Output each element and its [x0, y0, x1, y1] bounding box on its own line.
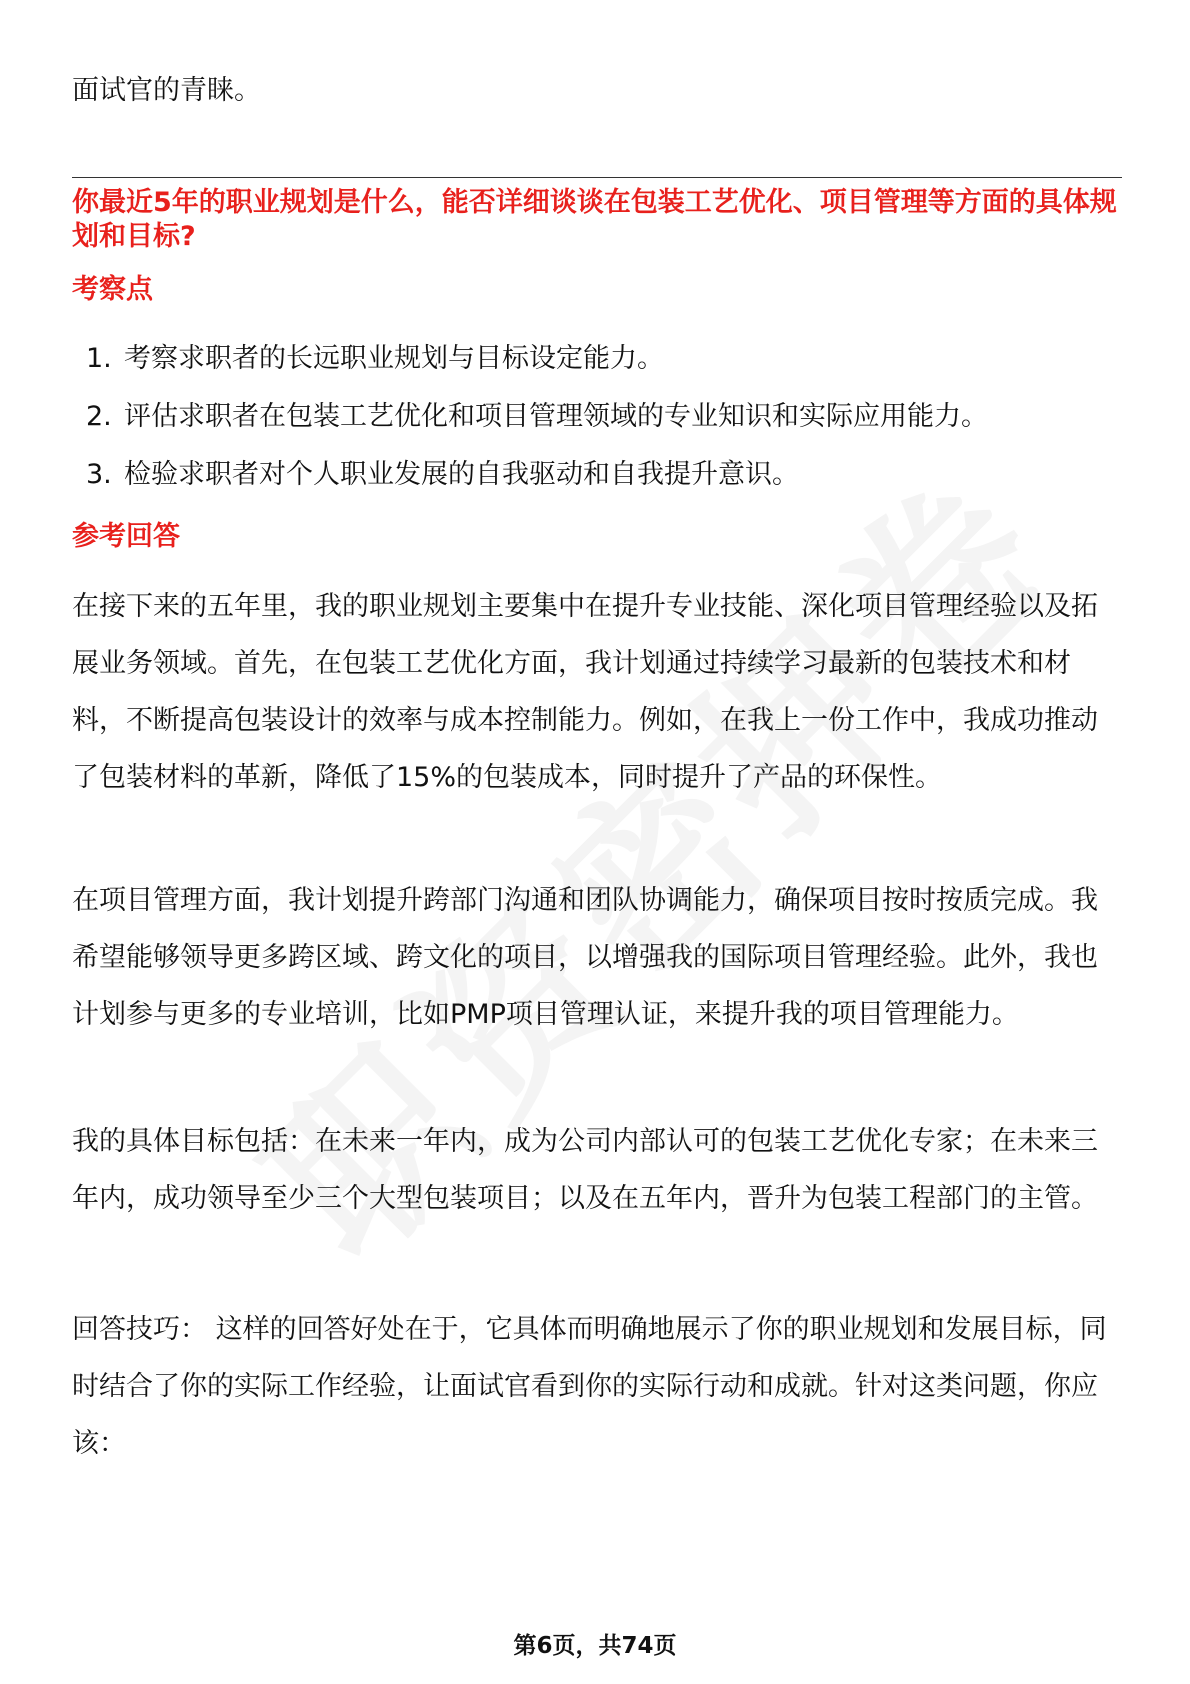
section-title-points: 考察点 — [72, 274, 153, 305]
question-heading: 你最近5年的职业规划是什么，能否详细谈谈在包装工艺优化、项目管理等方面的具体规划和目标? — [72, 187, 1117, 252]
continued-paragraph: 面试官的青睐。 — [72, 75, 261, 106]
list-number: 3. — [86, 459, 112, 490]
list-number: 1. — [86, 343, 112, 374]
section-title-answer: 参考回答 — [72, 521, 180, 552]
points-list — [72, 330, 1122, 504]
page-number-footer: 第6页，共74页 — [513, 1633, 677, 1659]
answer-tips-paragraph: 回答技巧： 这样的回答好处在于，它具体而明确地展示了你的职业规划和发展目标，同时结合了你的实际工作经验，让面试官看到你的实际行动和成就。针对这类问题，你应该： — [72, 1314, 1107, 1459]
list-item — [72, 446, 1122, 504]
list-item-text: 考察求职者的长远职业规划与目标设定能力。 — [124, 343, 664, 374]
list-item-text: 评估求职者在包装工艺优化和项目管理领域的专业知识和实际应用能力。 — [124, 401, 988, 432]
answer-paragraph: 我的具体目标包括：在未来一年内，成为公司内部认可的包装工艺优化专家；在未来三年内，成功领导至少三个大型包装项目；以及在五年内，晋升为包装工程部门的主管。 — [72, 1126, 1098, 1214]
list-item-text: 检验求职者对个人职业发展的自我驱动和自我提升意识。 — [124, 459, 799, 490]
list-item — [72, 330, 1122, 388]
answer-paragraph: 在项目管理方面，我计划提升跨部门沟通和团队协调能力，确保项目按时按质完成。我希望能够领导更多跨区域、跨文化的项目，以增强我的国际项目管理经验。此外，我也计划参与更多的专业培训，比如PMP项目管理认证，来提升我的项目管理能力。 — [72, 885, 1098, 1030]
list-number: 2. — [86, 401, 112, 432]
list-item — [72, 388, 1122, 446]
answer-paragraph: 在接下来的五年里，我的职业规划主要集中在提升专业技能、深化项目管理经验以及拓展业务领域。首先，在包装工艺优化方面，我计划通过持续学习最新的包装技术和材料，不断提高包装设计的效率与成本控制能力。例如，在我上一份工作中，我成功推动了包装材料的革新，降低了15%的包装成本，同时提升了产品的环保性。 — [72, 591, 1098, 793]
section-divider — [72, 177, 1122, 178]
